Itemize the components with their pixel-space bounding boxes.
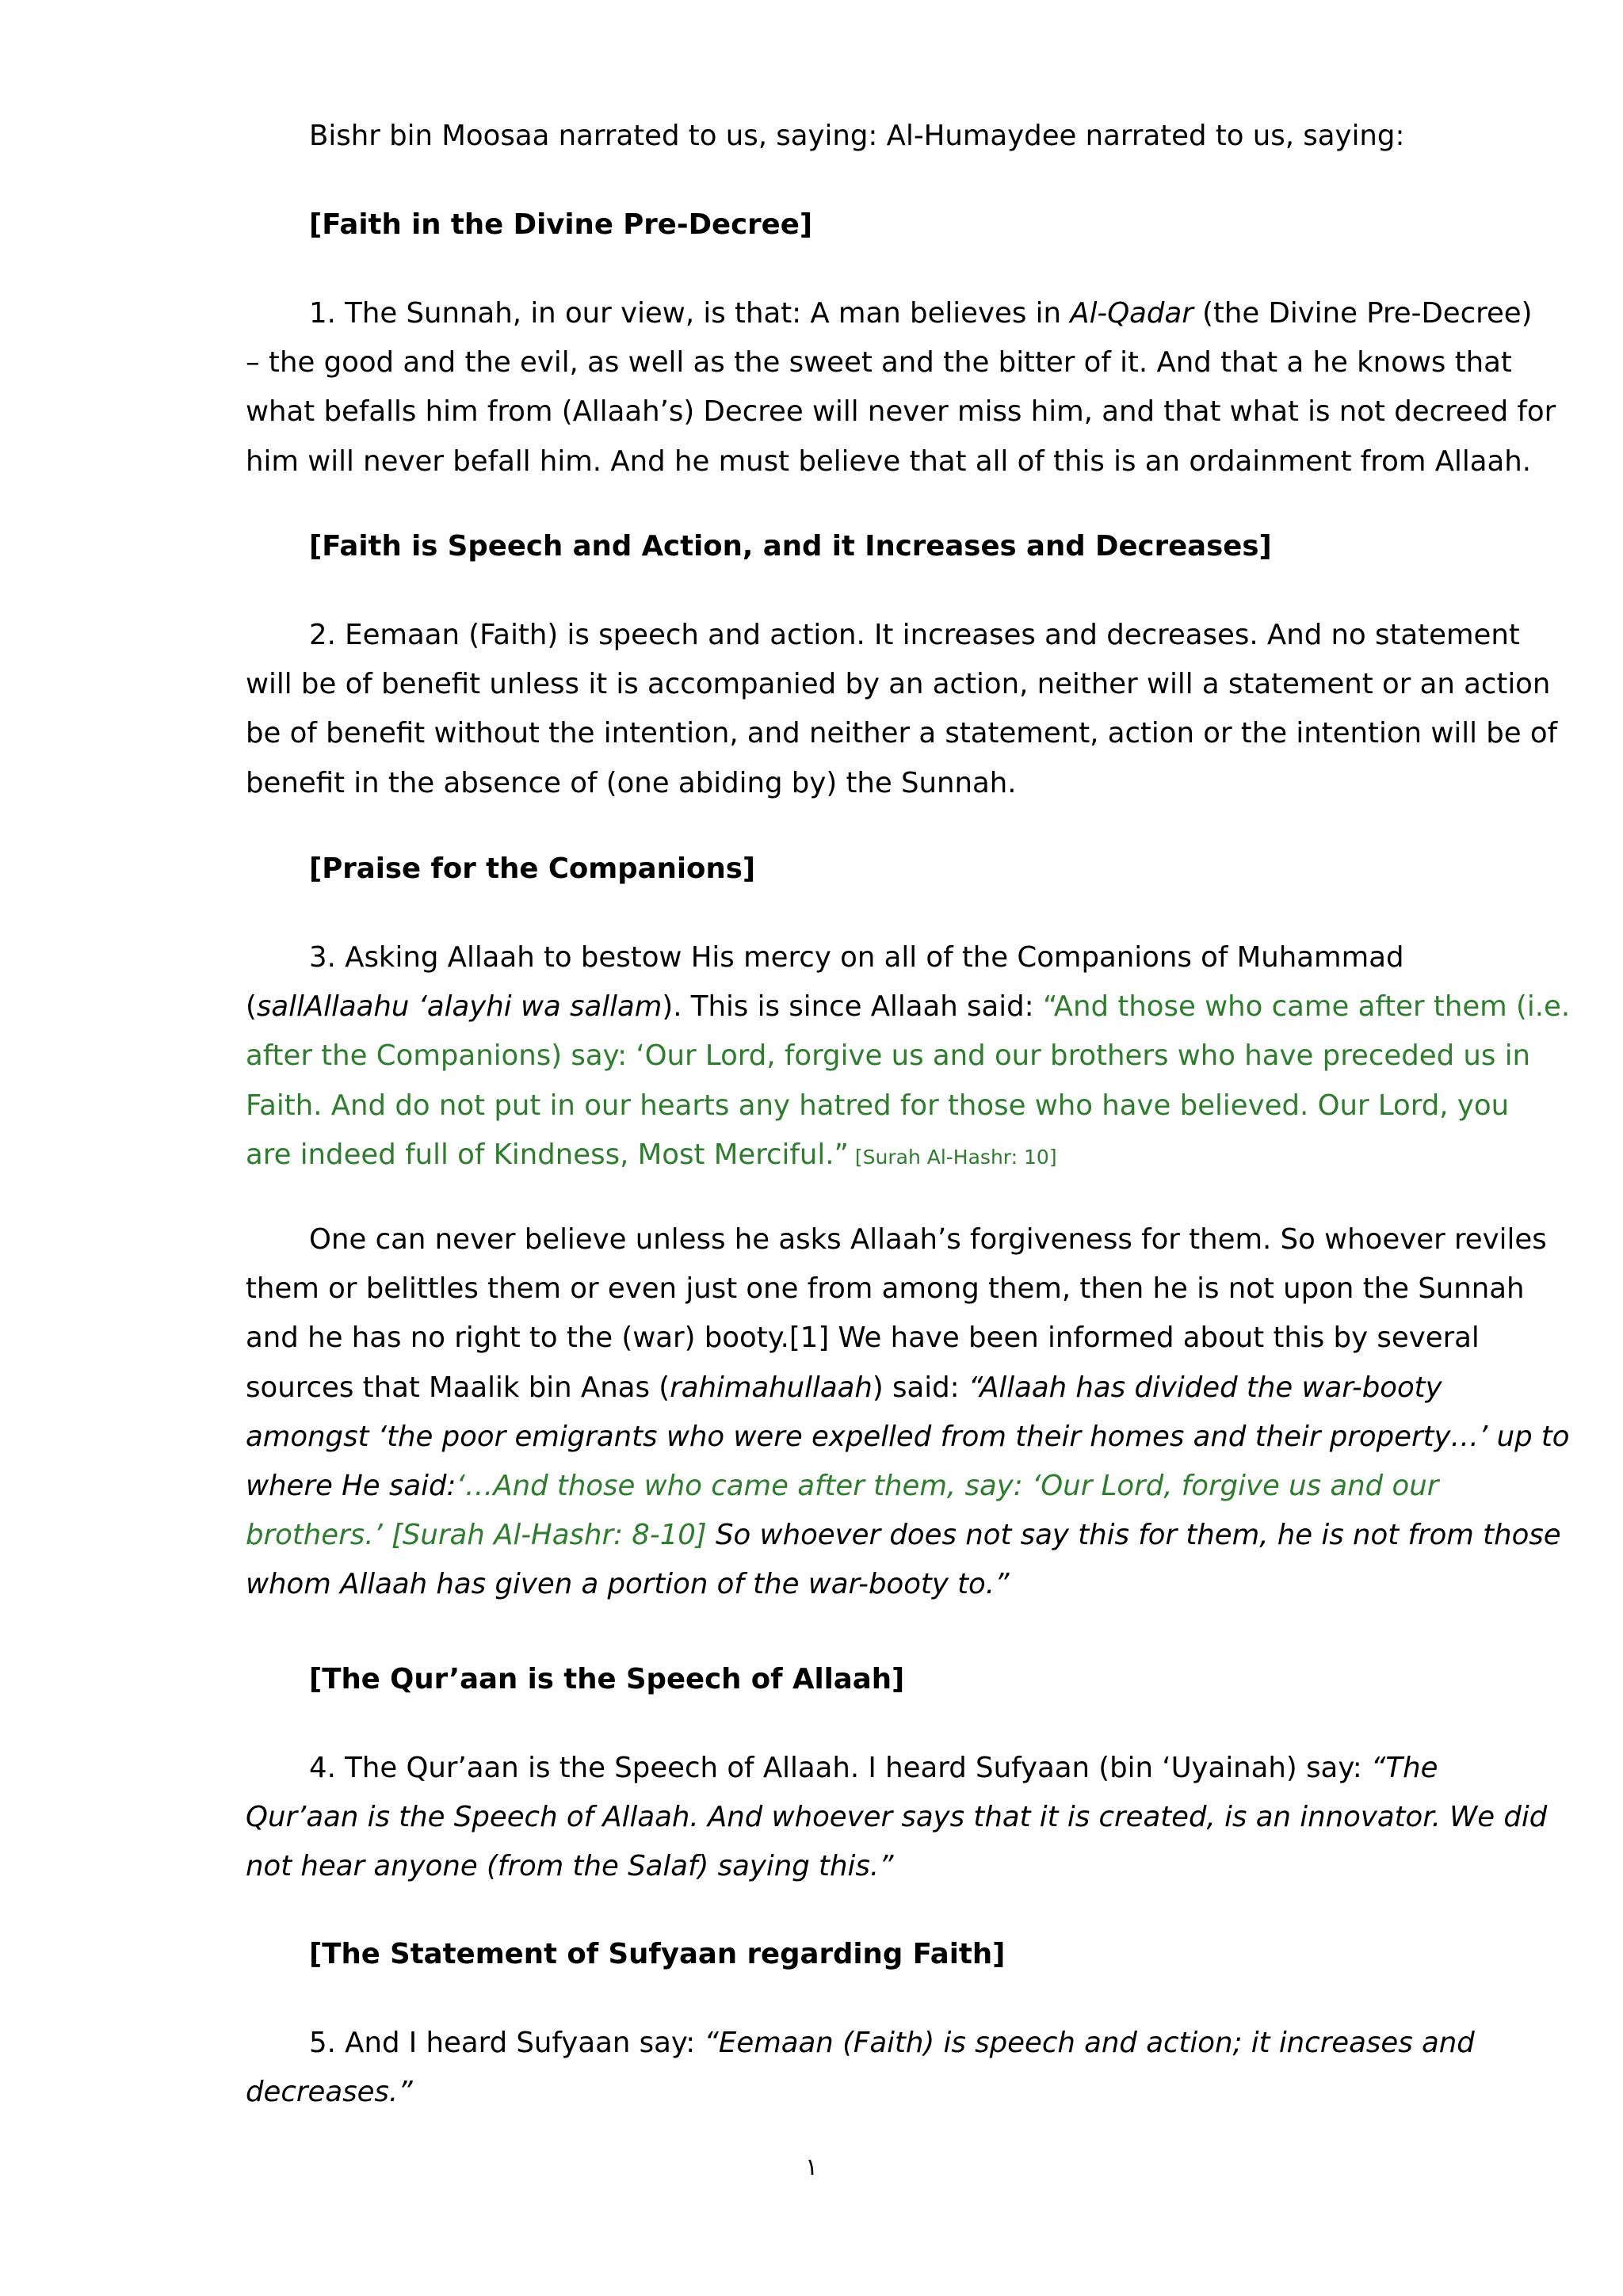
heading-divine-pre-decree: [Faith in the Divine Pre-Decree] <box>309 208 813 241</box>
paragraph-line: them or belittles them or even just one from among them, then he is not upon the Sunnah <box>246 1272 1525 1306</box>
paragraph-line: decreases.” <box>246 2076 413 2109</box>
paragraph-line: him will never befall him. And he must believe that all of this is an ordainment from Allaah. <box>246 444 1531 478</box>
paragraph-line: 4. The Qur’aan is the Speech of Allaah. I heard Sufyaan (bin ‘Uyainah) say: “The <box>309 1752 1438 1784</box>
page-number: ١ <box>804 2153 819 2181</box>
paragraph-5 <box>246 1744 1548 1892</box>
paragraph-line: brothers.’ [Surah Al-Hashr: 8-10] So whoever does not say this for them, he is not from those <box>246 1519 1561 1552</box>
paragraph-line: not hear anyone (from the Salaf) saying this.” <box>246 1850 894 1883</box>
paragraph-line: what befalls him from (Allaah’s) Decree will never miss him, and that what is not decreed for <box>246 395 1556 429</box>
paragraph-line: whom Allaah has given a portion of the war-booty to.” <box>246 1568 1010 1601</box>
paragraph-line: will be of benefit unless it is accompanied by an action, neither will a statement or an action <box>246 668 1551 701</box>
paragraph-line: (sallAllaahu ‘alayhi wa sallam). This is since Allaah said: “And those who came after them (i.e. <box>246 990 1571 1024</box>
quran-quote: ‘…And those who came after them, say: ‘Our Lord, forgive us and our <box>456 1469 1439 1502</box>
intro-paragraph <box>246 112 1405 161</box>
heading-praise-companions: [Praise for the Companions] <box>309 852 756 885</box>
heading-sufyaan-statement: [The Statement of Sufyaan regarding Faith] <box>309 1938 1006 1970</box>
paragraph-line: benefit in the absence of (one abiding by) the Sunnah. <box>246 766 1017 799</box>
paragraph-line: sources that Maalik bin Anas (rahimahullaah) said: “Allaah has divided the war-booty <box>246 1371 1442 1404</box>
paragraph-line: 1. The Sunnah, in our view, is that: A man believes in Al-Qadar (the Divine Pre-Decree) <box>309 297 1533 330</box>
intro-line: Bishr bin Moosaa narrated to us, saying: Al-Humaydee narrated to us, saying: <box>309 120 1405 152</box>
paragraph-2 <box>246 611 1558 808</box>
paragraph-line: and he has no right to the (war) booty.[1] We have been informed about this by several <box>246 1322 1480 1355</box>
surah-reference: [Surah Al-Hashr: 10] <box>848 1145 1057 1169</box>
paragraph-line: be of benefit without the intention, and neither a statement, action or the intention will be of <box>246 717 1558 750</box>
paragraph-line: 5. And I heard Sufyaan say: “Eemaan (Faith) is speech and action; it increases and <box>309 2027 1475 2059</box>
paragraph-line: 3. Asking Allaah to bestow His mercy on all of the Companions of Muhammad <box>309 941 1404 974</box>
paragraph-3 <box>246 933 1571 1180</box>
quran-quote-line: after the Companions) say: ‘Our Lord, forgive us and our brothers who have preceded us in <box>246 1039 1531 1073</box>
quran-quote-line: Faith. And do not put in our hearts any hatred for those who have believed. Our Lord, you <box>246 1089 1510 1122</box>
paragraph-line: Qur’aan is the Speech of Allaah. And whoever says that it is created, is an innovator. We did <box>246 1801 1548 1834</box>
paragraph-line: 2. Eemaan (Faith) is speech and action. It increases and decreases. And no statement <box>309 619 1520 651</box>
quran-quote: “And those who came after them (i.e. <box>1042 990 1571 1024</box>
paragraph-line: One can never believe unless he asks Allaah’s forgiveness for them. So whoever reviles <box>309 1223 1547 1256</box>
paragraph-line: amongst ‘the poor emigrants who were expelled from their homes and their property…’ up to <box>246 1420 1570 1453</box>
paragraph-line: – the good and the evil, as well as the sweet and the bitter of it. And that a he knows that <box>246 346 1512 379</box>
heading-quraan-speech: [The Qur’aan is the Speech of Allaah] <box>309 1663 905 1695</box>
quran-quote: brothers.’ [Surah Al-Hashr: 8-10] <box>246 1519 707 1552</box>
quran-quote-line: are indeed full of Kindness, Most Merciful.” [Surah Al-Hashr: 10] <box>246 1138 1057 1171</box>
paragraph-4 <box>246 1215 1570 1610</box>
paragraph-line: where He said:‘…And those who came after them, say: ‘Our Lord, forgive us and our <box>246 1469 1439 1502</box>
paragraph-1 <box>246 289 1556 486</box>
heading-speech-and-action: [Faith is Speech and Action, and it Increases and Decreases] <box>309 530 1272 563</box>
paragraph-6 <box>246 2019 1475 2117</box>
